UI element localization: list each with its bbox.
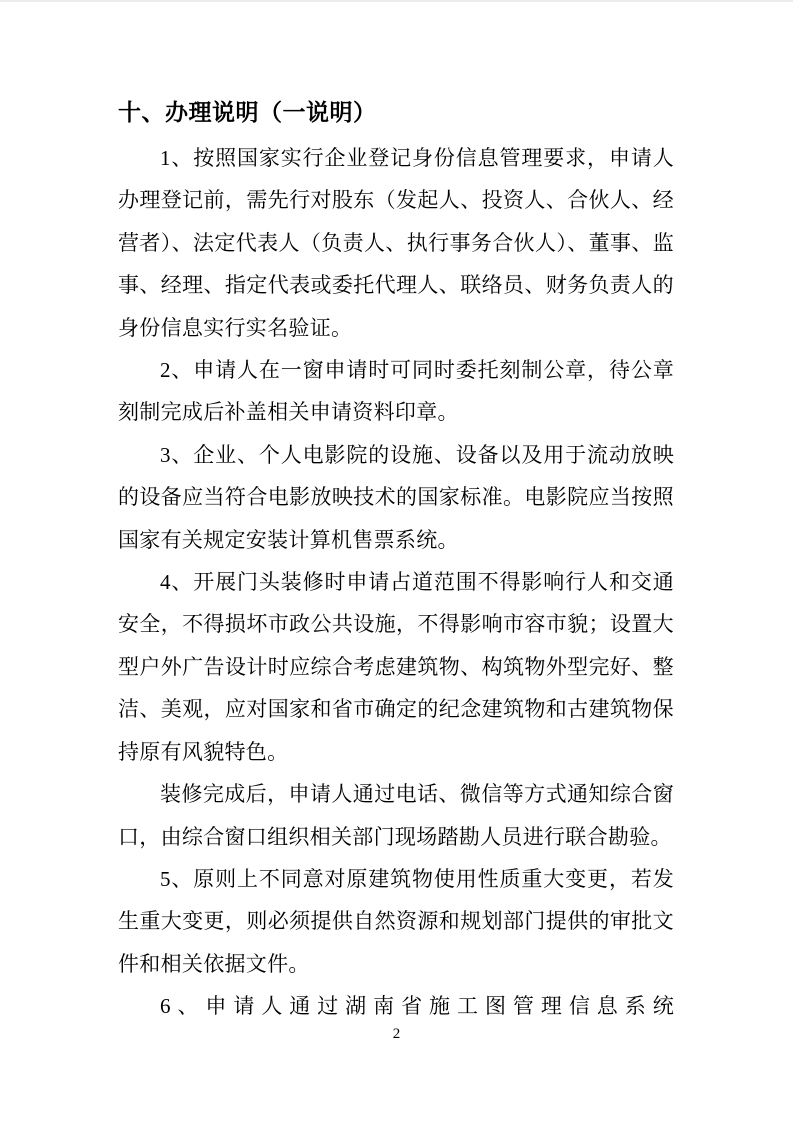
paragraph-7: 6、申请人通过湖南省施工图管理信息系统 <box>160 994 674 1019</box>
page-top-edge <box>0 0 793 2</box>
paragraph-5: 装修完成后，申请人通过电话、微信等方式通知综合窗口，由综合窗口组织相关部门现场踏勘人员进行联合勘验。 <box>118 782 674 849</box>
paragraph-3: 3、企业、个人电影院的设施、设备以及用于流动放映的设备应当符合电影放映技术的国家标准。电影院应当按照国家有关规定安装计算机售票系统。 <box>118 442 674 552</box>
section-heading: 十、办理说明（一说明） <box>118 99 377 125</box>
page-number: 2 <box>392 1026 401 1042</box>
paragraph-2: 2、申请人在一窗申请时可同时委托刻制公章，待公章刻制完成后补盖相关申请资料印章。 <box>118 358 674 425</box>
paragraph-1: 1、按照国家实行企业登记身份信息管理要求，申请人办理登记前，需先行对股东（发起人、投资人、合伙人、经营者）、法定代表人（负责人、执行事务合伙人）、董事、监事、经理、指定代表或委托代理人、联络员、财务负责人的身份信息实行实名验证。 <box>118 146 674 340</box>
paragraph-4: 4、开展门头装修时申请占道范围不得影响行人和交通安全，不得损坏市政公共设施，不得影响市容市貌；设置大型户外广告设计时应综合考虑建筑物、构筑物外型完好、整洁、美观，应对国家和省市确定的纪念建筑物和古建筑物保持原有风貌特色。 <box>118 570 674 764</box>
paragraph-6: 5、原则上不同意对原建筑物使用性质重大变更，若发生重大变更，则必须提供自然资源和规划部门提供的审批文件和相关依据文件。 <box>118 866 674 976</box>
document-content <box>118 98 674 1028</box>
